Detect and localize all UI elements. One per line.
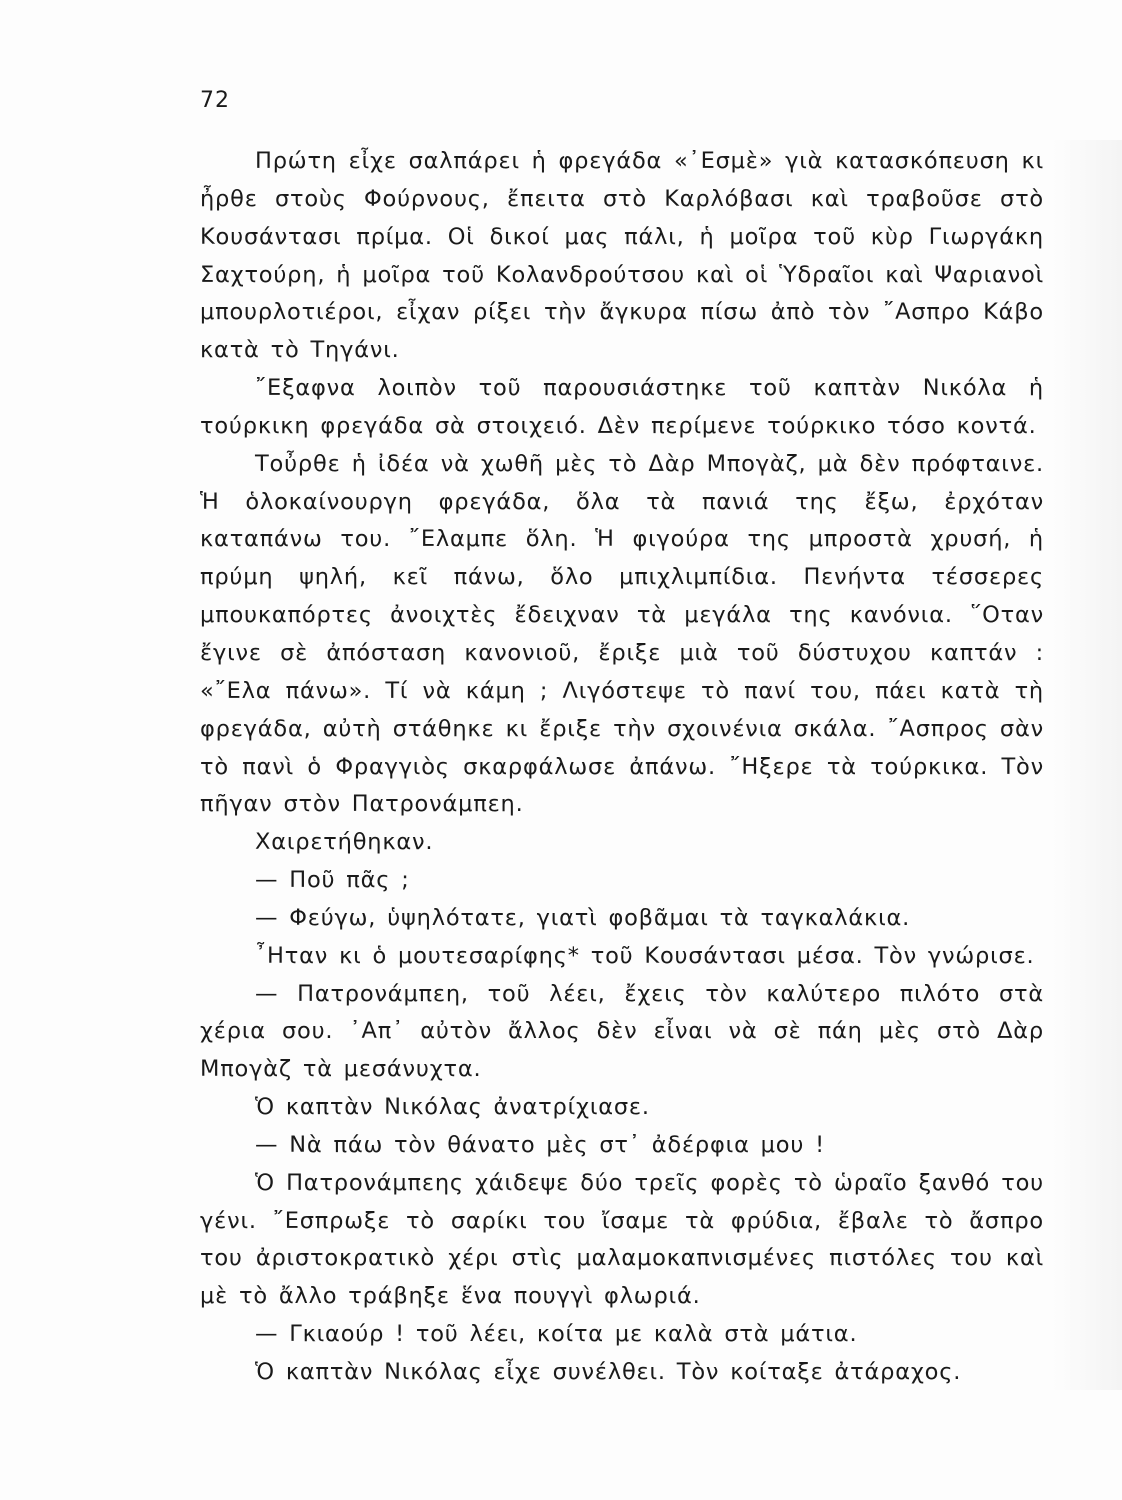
paragraph-1: Πρώτη εἶχε σαλπάρει ἡ φρεγάδα «᾿Εσμὲ» γιὰ κατασκόπευση κι ἦρθε στοὺς Φούρνους, ἔπειτα στὸ Καρλόβασι καὶ τραβοῦσε στὸ Κουσάντασι πρίμα. Οἱ δικοί μας πάλι, ἡ μοῖρα τοῦ κὺρ Γιωργάκη Σαχτούρη, ἡ μοῖρα τοῦ Κολανδρούτσου καὶ οἱ Ὑδραῖοι καὶ Ψαριανοὶ μπουρλοτιέροι, εἶχαν ρίξει τὴν ἄγκυρα πίσω ἀπὸ τὸν ῎Ασπρο Κάβο κατὰ τὸ Τηγάνι. [200, 148, 1044, 364]
paragraph-3: Τοὖρθε ἡ ἰδέα νὰ χωθῆ μὲς τὸ Δὰρ Μπογὰζ, μὰ δὲν πρόφταινε. Ἡ ὁλοκαίνουργη φρεγάδα, ὅλα τὰ πανιά της ἔξω, ἐρχόταν καταπάνω του. ῎Ελαμπε ὅλη. Ἡ φιγούρα της μπροστὰ χρυσή, ἡ πρύμη ψηλή, κεῖ πάνω, ὅλο μπιχλιμπίδια. Πενήντα τέσσερες μπουκαπόρτες ἀνοιχτὲς ἔδειχναν τὰ μεγάλα της κανόνια. ῞Οταν ἔγινε σὲ ἀπόσταση κανονιοῦ, ἔριξε μιὰ τοῦ δύστυχου καπτάν : «῎Ελα πάνω». Τί νὰ κάμη ; Λιγόστεψε τὸ πανί του, πάει κατὰ τὴ φρεγάδα, αὐτὴ στάθηκε κι ἔριξε τὴν σχοινένια σκάλα. ῎Ασπρος σὰν τὸ πανὶ ὁ Φραγγιὸς σκαρφάλωσε ἀπάνω. ῎Ηξερε τὰ τούρκικα. Τὸν πῆγαν στὸν Πατρονάμπεη. [200, 450, 1044, 818]
paragraph-5: ῏Ηταν κι ὁ μουτεσαρίφης* τοῦ Κουσάντασι μέσα. Τὸν γνώρισε. [255, 942, 1035, 969]
show-through-shadow [1052, 140, 1122, 1390]
text-body [200, 143, 1044, 1392]
dialogue-line-4: — Νὰ πάω τὸν θάνατο μὲς στ᾿ ἀδέρφια μου ! [255, 1131, 825, 1158]
paragraph-4: Χαιρετήθηκαν. [255, 829, 434, 856]
paragraph-6: Ὁ καπτὰν Νικόλας ἀνατρίχιασε. [255, 1094, 650, 1121]
dialogue-line-5: — Γκιαούρ ! τοῦ λέει, κοίτα με καλὰ στὰ μάτια. [255, 1321, 858, 1348]
paragraph-7: Ὁ Πατρονάμπεης χάιδεψε δύο τρεῖς φορὲς τὸ ὡραῖο ξανθό του γένι. ῎Εσπρωξε τὸ σαρίκι του ἴσαμε τὰ φρύδια, ἔβαλε τὸ ἄσπρο του ἀριστοκρατικὸ χέρι στὶς μαλαμοκαπνισμένες πιστόλες του καὶ μὲ τὸ ἄλλο τράβηξε ἕνα πουγγὶ φλωριά. [200, 1169, 1044, 1310]
dialogue-line-2: — Φεύγω, ὑψηλότατε, γιατὶ φοβᾶμαι τὰ ταγκαλάκια. [255, 904, 911, 931]
page-number: 72 [200, 88, 230, 113]
dialogue-line-3: — Πατρονάμπεη, τοῦ λέει, ἔχεις τὸν καλύτερο πιλότο στὰ χέρια σου. ᾿Απ᾿ αὐτὸν ἄλλος δὲν εἶναι νὰ σὲ πάη μὲς στὸ Δὰρ Μπογὰζ τὰ μεσάνυχτα. [200, 980, 1044, 1083]
paragraph-2: ῎Εξαφνα λοιπὸν τοῦ παρουσιάστηκε τοῦ καπτὰν Νικόλα ἡ τούρκικη φρεγάδα σὰ στοιχειό. Δὲν περίμενε τούρκικο τόσο κοντά. [200, 375, 1044, 439]
dialogue-line-1: — Ποῦ πᾶς ; [255, 867, 410, 894]
paragraph-8: Ὁ καπτὰν Νικόλας εἶχε συνέλθει. Τὸν κοίταξε ἀτάραχος. [255, 1359, 962, 1385]
